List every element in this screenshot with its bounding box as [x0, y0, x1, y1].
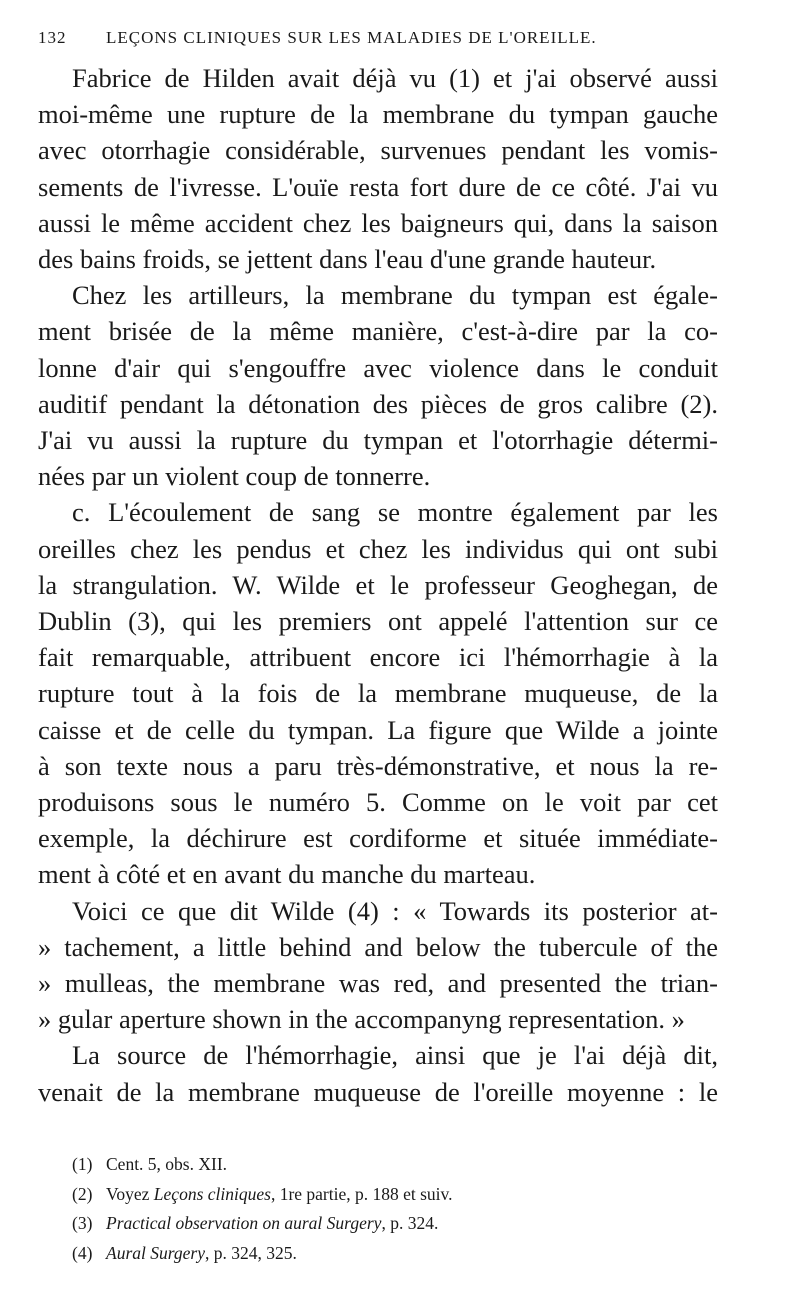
- footnote-4: [72, 1239, 453, 1269]
- footnote-italic-title: Aural Surgery: [106, 1242, 205, 1263]
- footnote-2: [72, 1180, 453, 1210]
- text-line: caisse et de celle du tympan. La figure que Wilde a jointe: [38, 714, 718, 745]
- text-line: moi-même une rupture de la membrane du tympan gauche: [38, 99, 718, 130]
- footnote-number: (1): [72, 1154, 93, 1174]
- text-line: avec otorrhagie considérable, survenues pendant les vomis-: [38, 135, 718, 166]
- text-line: sements de l'ivresse. L'ouïe resta fort dure de ce côté. J'ai vu: [38, 171, 718, 202]
- paragraph-1: [38, 60, 718, 277]
- running-title: LEÇONS CLINIQUES SUR LES MALADIES DE L'OREILLE.: [106, 28, 597, 47]
- footnote-italic-title: Leçons cliniques: [153, 1183, 271, 1204]
- footnote-number: (2): [72, 1183, 93, 1204]
- text-line: fait remarquable, attribuent encore ici l'hémorrhagie à la: [38, 642, 718, 673]
- footnotes: [72, 1150, 453, 1268]
- text-line: ment brisée de la même manière, c'est-à-dire par la co-: [38, 316, 718, 347]
- footnote-text: Cent. 5, obs. XII.: [106, 1154, 228, 1174]
- text-line: venait de la membrane muqueuse de l'oreille moyenne : le: [38, 1076, 718, 1107]
- text-line: ment à côté et en avant du manche du marteau.: [38, 859, 536, 890]
- footnote-text: Voyez: [106, 1183, 154, 1204]
- book-page: [38, 28, 718, 1110]
- footnote-1: [72, 1150, 453, 1180]
- footnote-italic-title: Practical observation on aural Surgery: [106, 1213, 382, 1233]
- text-line: lonne d'air qui s'engouffre avec violence dans le conduit: [38, 352, 718, 383]
- text-line: c. L'écoulement de sang se montre également par les: [72, 497, 718, 528]
- paragraph-4: [38, 893, 718, 1038]
- paragraph-5: [38, 1037, 718, 1109]
- running-header: [38, 28, 718, 60]
- footnote-text: , p. 324, 325.: [205, 1242, 297, 1263]
- text-line: oreilles chez les pendus et chez les individus qui ont subi: [38, 533, 718, 564]
- body-text: [38, 60, 718, 1110]
- text-line: aussi le même accident chez les baigneurs qui, dans la saison: [38, 207, 718, 238]
- text-line: exemple, la déchirure est cordiforme et située immédiate-: [38, 823, 718, 854]
- text-line: rupture tout à la fois de la membrane muqueuse, de la: [38, 678, 718, 709]
- paragraph-2: [38, 277, 718, 494]
- text-line: à son texte nous a paru très-démonstrative, et nous la re-: [38, 750, 718, 781]
- footnote-text: , p. 324.: [381, 1213, 439, 1233]
- text-line: » tachement, a little behind and below the tubercule of the: [38, 931, 718, 962]
- footnote-number: (3): [72, 1213, 93, 1233]
- text-line: Chez les artilleurs, la membrane du tympan est égale-: [72, 280, 718, 311]
- text-line: Fabrice de Hilden avait déjà vu (1) et j'ai observé aussi: [72, 63, 718, 93]
- text-line: des bains froids, se jettent dans l'eau d'une grande hauteur.: [38, 244, 657, 275]
- text-line: nées par un violent coup de tonnerre.: [38, 461, 431, 492]
- footnote-3: [72, 1209, 453, 1239]
- paragraph-3: [38, 494, 718, 892]
- text-line: la strangulation. W. Wilde et le professeur Geoghegan, de: [38, 569, 718, 600]
- text-line: auditif pendant la détonation des pièces de gros calibre (2).: [38, 388, 718, 419]
- text-line: » gular aperture shown in the accompanyng representation. »: [38, 1004, 685, 1035]
- text-line: produisons sous le numéro 5. Comme on le voit par cet: [38, 787, 718, 818]
- text-line: La source de l'hémorrhagie, ainsi que je l'ai déjà dit,: [72, 1040, 718, 1071]
- text-line: Dublin (3), qui les premiers ont appelé l'attention sur ce: [38, 606, 718, 637]
- text-line: Voici ce que dit Wilde (4) : « Towards its posterior at-: [72, 895, 718, 926]
- footnote-number: (4): [72, 1242, 93, 1263]
- text-line: J'ai vu aussi la rupture du tympan et l'otorrhagie détermi-: [38, 425, 718, 456]
- text-line: » mulleas, the membrane was red, and presented the trian-: [38, 968, 718, 999]
- page-number: 132: [38, 28, 67, 47]
- footnote-text: , 1re partie, p. 188 et suiv.: [270, 1183, 453, 1204]
